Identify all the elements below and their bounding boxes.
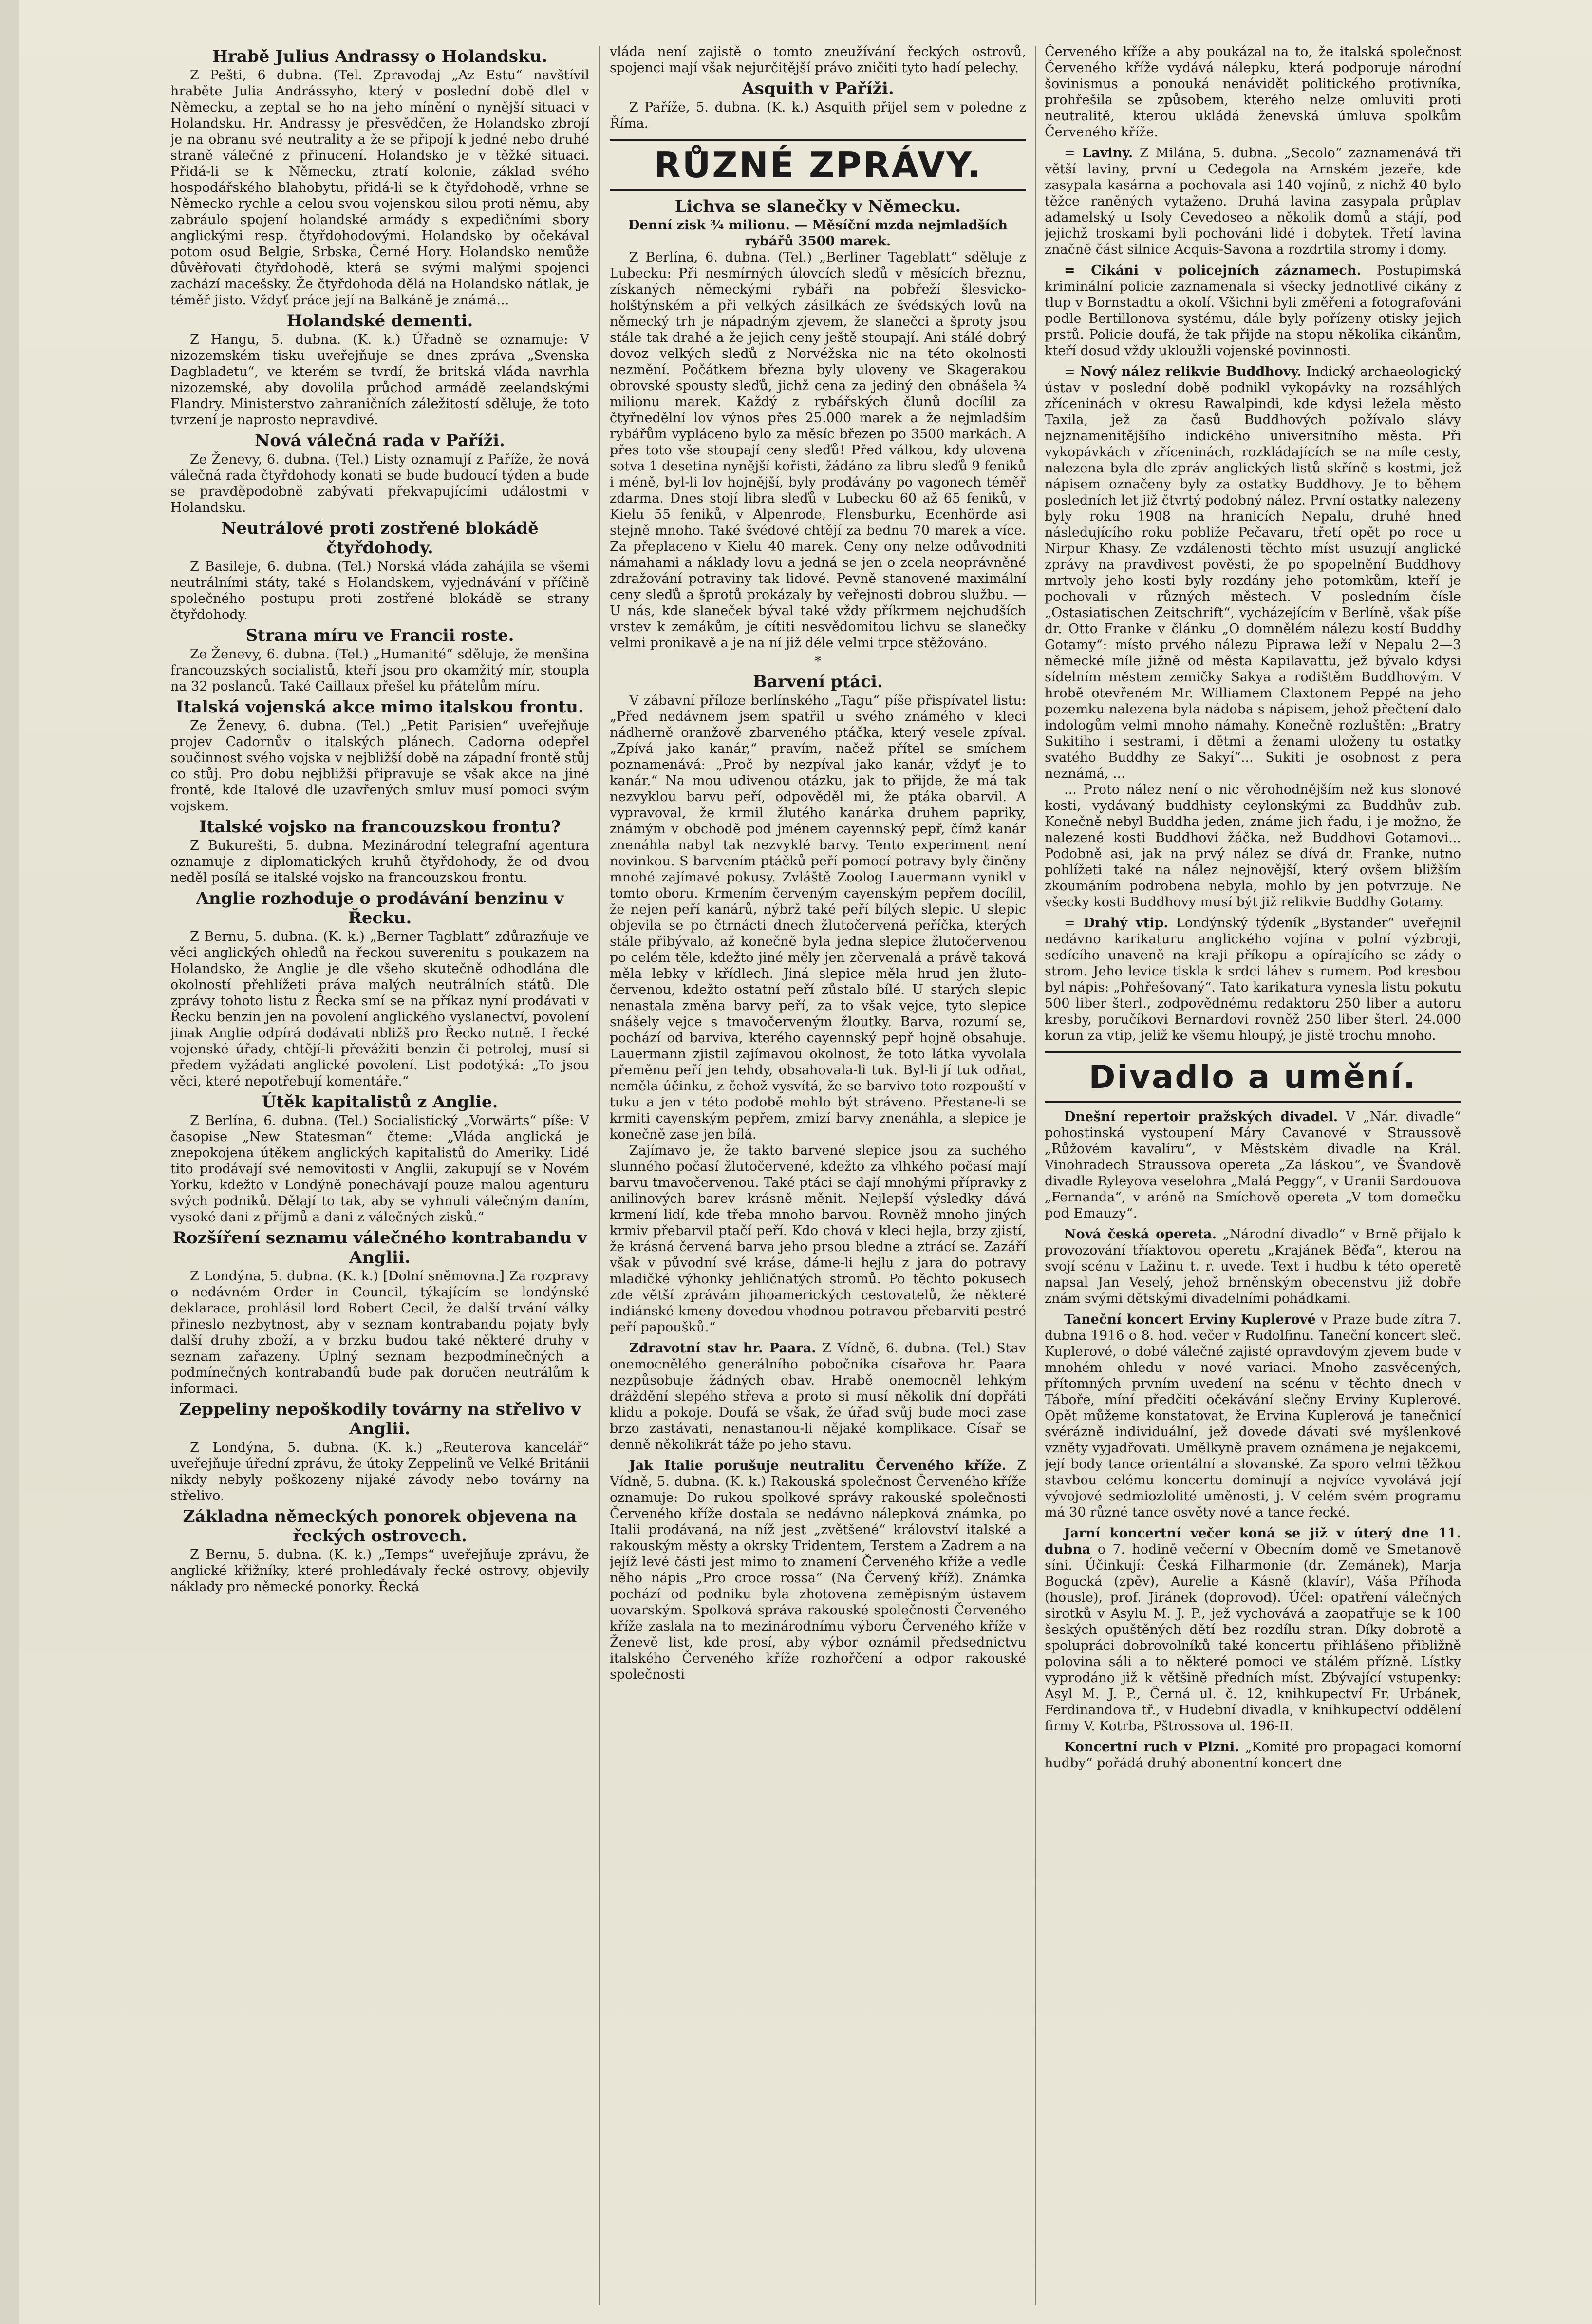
article-headline: Barvení ptáci. (753, 672, 883, 692)
article-headline: Holandské dementi. (286, 311, 473, 331)
article-body: Z Bukurešti, 5. dubna. Mezinárodní telegrafní agentura oznamuje z diplomatických kruhů čtyřdohody, že od dvou neděl posílá se italské vojsko na francouzskou frontu. (170, 838, 589, 885)
article-body: Z Berlína, 6. dubna. (Tel.) „Berliner Tageblatt“ sděluje z Lubecku: Při nesmírných úlovcích sleďů v měsících březnu, získaných německými rybáři na pobřeží šlesvicko-holštýnském a při velkých zásilkách ze švédských lovů na německý trh je nápadným zjevem, že slanečci a šproty jsou stále tak drahé a že jejich ceny ještě stoupají. Ani stálé dobrý dovoz velkých sleďů z Norvéžska nic na této okolnosti nezmění. Počátkem března byly uloveny ve Skagerakou obrovské spousty sleďů, jichž cena za jediný den obnášela ¾ milionu marek. Každý z rybářských člunů docílil za čtyřnedělní lov výnos přes 25.000 marek a že nejmladším rybářům vypláceno bylo za měsíc březen po 3500 markách. A přes toto vše stoupají ceny sleďů! Před válkou, kdy ulovena sotva 1 desetina nynější kořisti, žádáno za libru sleďů 9 feniků i méně, byl-li lov hojnější, byly prodávány po vagonech téměř zdarma. Dnes stojí libra sleďů v Lubecku 60 až 65 feniků, v Kielu 55 feniků, v Alpenrode, Flensburku, Ecenhörde asi stejně mnoho. Také švédové chtějí za bednu 70 marek a více. Za přeplaceno v Kielu 40 marek. Ceny ony nelze odůvodniti námahami a náklady lovu a jedná se jen o zcela neoprávněné zdražování potraviny tak lidové. Pevně stanovené maximální ceny sleďů a šprotů prokázaly by veřejnosti dobrou službu. — U nás, kde slaneček býval také vždy příkrmem nejchudších vrstev k zemákům, je cítiti nesvědomitou lichvu se slanečky velmi pronikavě a je na ní již déle velmi trpce stěžováno. (610, 250, 1026, 651)
news-item-body: Z Vídně, 6. dubna. (Tel.) Stav onemocnělého generálního pobočníka císařova hr. Paara nezpůsobuje žádných obav. Hrabě onemocněl lehkým dráždění slepého střeva a proto si musí několik dní dopřáti klidu a pokoje. Doufá se však, že úřad svůj bude moci zase brzo zastávati, nenastanou-li nějaké komplikace. Císař se denně několikrát táže po jeho stavu. (610, 1341, 1026, 1452)
news-item (1045, 1109, 1461, 1221)
news-item (1045, 1226, 1461, 1307)
column-rule (1035, 46, 1036, 2305)
news-item (1045, 364, 1461, 782)
article-headline: Nová válečná rada v Paříži. (255, 431, 505, 450)
article-body: Z Paříže, 5. dubna. (K. k.) Asquith přijel sem v poledne z Říma. (610, 100, 1026, 131)
article-body: Z Berlína, 6. dubna. (Tel.) Socialistický „Vorwärts“ píše: V časopise „New Statesman“ čteme: „Vláda anglická je znepokojena útěkem anglických kapitalistů do Ameriky. Lidé tito prodávají své nemovitosti v Anglii, zakupují se v Novém Yorku, kdežto v Londýně ponechávají pouze malou agenturu svých podniků. Dělají to tak, aby se vyhnuli válečným daním, vysoké dani z příjmů a dani z válečných zisků.“ (170, 1113, 589, 1225)
section-header (610, 139, 1026, 191)
news-item-lead: Jarní koncertní večer koná se již v úterý dne 11. dubna (1045, 1526, 1461, 1557)
news-item-body: Z Milána, 5. dubna. „Secolo“ zaznamenává tři větší laviny, první u Cedegola na Arnském jezeře, kde zasypala kasárna a pochovala asi 140 vojínů, z nichž 40 bylo těžce raněných vytaženo. Druhá lavina zasypala průplav adamelský u Isoly Cevedoseo a několik domů a stájí, pod jejichž troskami byli pochováni lidé i dobytek. Třetí lavina značně část silnice Acquis-Savona a rozdrtila stromy i domy. (1045, 146, 1461, 257)
news-item-body: „Národní divadlo“ v Brně přijalo k provozování tříaktovou operetu „Krajánek Běďa“, kterou na svojí scénu v Lažinu t. r. uvede. Text i hudbu k této operetě napsal Jan Veselý, jehož brněnským obecenstvu již dobře znám svými dětskými divadelními pohádkami. (1045, 1227, 1461, 1306)
news-item-body: Postupimská kriminální policie zaznamenala si všecky jednotlivé cikány z tlup v Bornstadtu a okolí. Všichni byli změřeni a fotografováni podle Bertillonova systému, dále byly pořízeny otisky jejich prstů. Policie doufá, že tak přijde na stopu několika cikánům, kteří dosud vždy ukloužli vojenské povinnosti. (1045, 263, 1461, 358)
article-body: Ze Ženevy, 6. dubna. (Tel.) „Humanité“ sděluje, že menšina francouzských socialistů, kteří jsou pro okamžitý mír, stoupla na 32 poslanců. Také Caillaux přešel ku přátelům míru. (170, 647, 589, 694)
article-body: Ze Ženevy, 6. dubna. (Tel.) „Petit Parisien“ uveřejňuje projev Cadornův o italských plánech. Cadorna odepřel součinnost svého vojska v nejbližší době na západní frontě stůj co stůj. Pro dobu nejbližší připravuje se však akce na jiné frontě, kde Italové dle uzavřených smluv musí pomoci svým vojskem. (170, 718, 589, 814)
news-item (1045, 1525, 1461, 1734)
article-body: Z Basileje, 6. dubna. (Tel.) Norská vláda zahájila se všemi neutrálními státy, také s Holandskem, vyjednávání v příčině společného postupu proti zostřené blokádě se strany čtyřdohody. (170, 559, 589, 622)
article-headline: Útěk kapitalistů z Anglie. (262, 1092, 498, 1112)
news-item-lead: Jak Italie porušuje neutralitu Červeného kříže. (629, 1458, 1007, 1473)
column-middle (610, 44, 1026, 2305)
article-continuation: vláda není zajistě o tomto zneužívání řeckých ostrovů, spojenci mají však nejurčitější právo zničiti tyto hadí pelechy. (610, 44, 1026, 75)
article-body: Ze Ženevy, 6. dubna. (Tel.) Listy oznamují z Paříže, že nová válečná rada čtyřdohody konati se bude budoucí týden a bude se pravděpodobně zabývati překvapujícími událostmi v Holandsku. (170, 452, 589, 515)
column-rule (599, 46, 600, 2305)
news-item-body: Z Vídně, 5. dubna. (K. k.) Rakouská společnost Červeného kříže oznamuje: Do rukou spolkové správy rakouské společnosti Červeného kříže dostala se nedávno nálepková známka, po Italii prodávaná, na níž jest „zvětšené“ království italské a rakouským městy a okrsky Tridentem, Terstem a Zadrem a na jejíž levé části jest mimo to znamení Červeného kříže a vedle něho nápis „Pro croce rossa“ (Na Červený kříž). Známka pochází od podniku byla zhotovena zeměpisným ústavem uovarským. Spolková správa rakouské společnosti Červeného kříže zaslala na to mezinárodnímu výboru Červeného kříže v Ženevě list, kde prosí, aby výbor oznámil předsednictvu italského Červeného kříže rozhořčení a odpor rakouské společnosti (610, 1458, 1026, 1682)
article-body: Zajímavo je, že takto barvené slepice jsou za suchého slunného počasí žlutočervené, kdežto za vlhkého počasí mají barvu tmavočervenou. Také ptáci se dají mnohými přípravky z anilinových barev krásně měnit. Nejlepší výsledky dává krmení lidí, kde třeba mnoho barvou. Rovněž mnoho jiných krmiv přebarvil ptačí peří. Kdo chová v kleci hejla, brzy zjistí, že krásná červená barva jeho prsou bledne a ztrácí se. Zazáří však v původní své kráse, dáme-li hejlu z jara do potravy mladičké výhonky jehličnatých stromů. Po těchto pokusech zde větší zprávám jihoamerických cestovatelů, že některé indiánské kmeny dovedou vhodnou potravou přebarviti pestré peří papoušků.“ (610, 1143, 1026, 1335)
news-item-lead: = Drahý vtip. (1064, 916, 1168, 931)
news-item-body: v Praze bude zítra 7. dubna 1916 o 8. hod. večer v Rudolfinu. Taneční koncert sleč. Kuplerové, o dobé válečné zajisté opravdovým zjevem bude v mnohém ohledu v nové variaci. Mnoho zasvěcených, přítomných prvním uvedení na scénu v těchto dnech v Táboře, míní předčiti očekávání slečny Erviny Kuplerové. Opět můžeme konstatovat, že Ervina Kuplerová je tanečnicí svérázně individuální, jež dovede dávati své myšlenkové vzněty vyjadřovati. Umělkyně pravem oznámena je nejakcemi, její body tance orientální a slovanské. Za sporo velmi těžkou stavbou celému koncertu dominují a nejvíce vyvolává její vývojové sedmiozlolité uměnosti, j. V celém svém programu má 30 různé tance osvěty nové a tance řecké. (1045, 1312, 1461, 1520)
news-item (1045, 145, 1461, 258)
news-item (1045, 1739, 1461, 1771)
article-headline: Asquith v Paříži. (742, 79, 894, 98)
article-headline: Základna německých ponorek objevena na řeckých ostrovech. (183, 1507, 577, 1546)
news-item-lead: Koncertní ruch v Plzni. (1064, 1740, 1239, 1755)
news-item-lead: Nová česká opereta. (1064, 1227, 1217, 1242)
news-item-body: Indický archaeologický ústav v poslední době podnikl vykopávky na rozsáhlých zříceninách v okresu Rawalpindi, kde kdysi ležela město Taxila, jež za časů Buddhových požívalo slávy nejznamenitějšího indického universitního města. Při vykopávkách v zříceninách, rozkládajících se na míle cesty, nalezena byla dle zpráv anglických listů skříně s kostmi, jež nápisem označeny byly za ostatky Buddhovy. Je to během posledních let již čtvrtý podobný nález. První ostatky nalezeny byly roku 1908 na hranicích Nepalu, druhé hned následujícího roku pobliže Pečavaru, třetí opět po roce u Nirpur Khasy. Ze vzdálenosti těchto míst usuzují anglické zprávy na pravdivost pověsti, že po spopelnění Buddhovy mrtvoly jeho kosti byly rozdány jeho potomkům, kteří je pochovali v různých městech. V posledním čísle „Ostasiatischen Zeitschrift“, vycházejícím v Berlíně, však píše dr. Otto Franke v článku „O domnělém nálezu kostí Buddhy Gotamy“: místo prvého nálezu Piprawa leží v Nepalu 2—3 německé míle jižně od města Kapilavattu, jež bývalo kdysi sídelním městem zemičky Sakya a rodištěm Buddhovým. V hrobě otevřeném Mr. Williamem Claxtonem Peppé na jeho pozemku nalezena byla nádoba s nápisem, jehož přečtení dalo indologům velmi mnoho námahy. Konečně rozluštěn: „Bratry Sukitiho i sestrami, i dětmi a ženami uloženy tu ostatky svatého Buddhy ze Sakyí“... Sukiti je osobnost z pera neznámá, ... (1045, 364, 1461, 781)
article-headline: Strana míru ve Francii roste. (245, 626, 514, 645)
news-item-lead: Dnešní repertoir pražských divadel. (1064, 1109, 1338, 1125)
article-headline: Anglie rozhoduje o prodávání benzinu v Řecku. (196, 889, 564, 928)
news-item (610, 1458, 1026, 1683)
news-item-body: o 7. hodině večerní v Obecním domě ve Smetanově síni. Účinkují: Česká Filharmonie (dr. Zemánek), Marja Bogucká (zpěv), Aurelie a Kásně (klavír), Váša Příhoda (housle), prof. Jiránek (doprovod). Účel: opatření válečných sirotků v Asylu M. J. P., jež vychovává a zaopatřuje se k 100 šeských opuštěných dětí bez rozdílu stran. Díky dobrotě a spolupráci dobrovolníků také koncertu přihlášeno přibližně polovina sáli a to některé pomoci ve stálém přízně. Lístky vyprodáno již k většině předních míst. Zbývající vstupenky: Asyl M. J. P., Černá ul. č. 12, knihkupectví Fr. Urbánek, Ferdinandova tř., v Hudební divadla, v knihkupectví oddělení firmy V. Kotrba, Pštrossova ul. 196-II. (1045, 1542, 1461, 1734)
news-item-lead: Zdravotní stav hr. Paara. (629, 1341, 816, 1356)
article-headline: Zeppeliny nepoškodily továrny na střelivo v Anglii. (179, 1400, 581, 1439)
article-headline: Hrabě Julius Andrassy o Holandsku. (212, 47, 548, 66)
news-item-lead: Taneční koncert Erviny Kuplerové (1064, 1312, 1316, 1327)
article-continuation: Červeného kříže a aby poukázal na to, že italská společnost Červeného kříže vydává nálepku, která podporuje národní šovinismus a ponouká nenávidět politického protivníka, prohřešila se způsobem, kterého nelze omluviti proti neutralitě, kterou ukládá ženevská úmluva spolkům Červeného kříže. (1045, 44, 1461, 140)
article-body: Z Hangu, 5. dubna. (K. k.) Úřadně se oznamuje: V nizozemském tisku uveřejňuje se dnes zpráva „Svenska Dagbladetu“, ve kterém se tvrdí, že britská vláda navrhla nizozemské, aby dovolila průchod armádě zeelandskými Flandry. Ministerstvo zahraničních záležitostí sděluje, že toto tvrzení je naprosto nepravdivé. (170, 332, 589, 428)
news-item-body: V „Nár. divadle“ pohostinská vystoupení Máry Cavanové v Straussově „Růžovém kavalíru“, v Městském divadle na Král. Vinohradech Straussova opereta „Za láskou“, ve Švandově divadle Ryleyova veselohra „Malá Peggy“, v Uranii Sardouova „Fernanda“, v aréně na Smíchově opereta „V tom domečku pod Emauzy“. (1045, 1109, 1461, 1221)
column-left (170, 44, 589, 2305)
news-item-lead: = Laviny. (1064, 146, 1133, 161)
news-item-lead: = Cikáni v policejních záznamech. (1064, 263, 1361, 278)
article-body: V zábavní příloze berlínského „Tagu“ píše přispívatel listu: „Před nedávnem jsem spatřil u svého známého v kleci nádherně oranžově zbarveného ptáčka, který vesele zpíval. „Zpívá jako kanár,“ pravím, načež přítel se smíchem poznamenává: „Proč by nezpíval jako kanár, vždyť je to kanár.“ Na mou udivenou otázku, jak to přijde, že má tak nezvyklou barvu peří, odpověděl mi, že ptáka obarvil. A vypravoval, že krmil žlutého kanárka druhem papriky, známým v obchodě pod jménem cayennský pepř, čímž kanár znenáhla nabyl tak nezvyklé barvy. Tento experiment není novinkou. S barvením ptáčků peří pomocí potravy byly činěny mnohé zajímavé pokusy. Zvláště Zoolog Lauermann vynikl v tomto oboru. Krmením červeným cayenským pepřem docílil, že nejen peří kanárů, nýbrž také peří bílých slepic. U slepic objevila se po čtrnácti dnech žlutočervená peříčka, kterých stále přibývalo, až konečně byla jedna slepice žlutočervenou po celém těle, kdežto jiné měly jen zčervenalá a právě taková měla lebky v křídlech. Jiná slepice měla hrud jen žluto-červenou, kdežto ostatní peří zůstalo bílé. U starých slepic nenastala změna barvy peří, za to však vejce, tyto slepice snášely vejce s tmavočerveným žloutky. Barva, rozumí se, pochází od barviva, kterého cayennský pepř hojně obsahuje. Lauermann zjistil zajímavou okolnost, že toto látka vyvolala přeměnu peří jen tehdy, obsahovala-li tuk. Byl-li jí tuk odňat, neměla účinku, z čehož vysvítá, že se barvivo toto rozpouští v tuku a jen v této podobě mohlo být stráveno. Přestane-li se krmiti cayenským pepřem, zmizí barvy znenáhla, a slepice je konečně zase jen bílá. (610, 693, 1026, 1142)
news-item (1045, 1312, 1461, 1520)
column-right (1045, 44, 1461, 2305)
article-body: Z Londýna, 5. dubna. (K. k.) „Reuterova kancelář“ uveřejňuje úřední zprávu, že útoky Zeppelinů ve Velké Británii nikdy nebyly poškozeny nijaké závody nebo továrny na střelivo. (170, 1440, 589, 1503)
section-title: RŮZNÉ ZPRÁVY. (654, 145, 982, 186)
article-body: ... Proto nález není o nic věrohodnějším než kus slonové kosti, vydávaný buddhisty ceylonskými za Buddhův zub. Konečně nebyl Buddha jeden, známe jich řadu, i je možno, že nalezené kosti Buddhovi žáčka, než Buddhovi Gotamovi... Podobně asi, jak na prvý nález se dívá dr. Franke, nutno pohlížeti také na nález nejnovější, který ovšem bližším zkoumáním podrobena nebyla, mohlo by jen potvrzuje. Ne všecky kosti Buddhovy musí být již relikvie Buddhy Gotamy. (1045, 782, 1461, 910)
news-item (1045, 915, 1461, 1044)
article-body: Z Pešti, 6 dubna. (Tel. Zpravodaj „Az Estu“ navštívil hraběte Julia Andrássyho, který v poslední době dlel v Německu, a zeptal se ho na jeho mínění o nynější situaci v Holandsku. Hr. Andrassy je přesvědčen, že Holandsko zbrojí je na obranu své neutrality a že se připojí k jedné nebo druhé straně válečné z přinucení. Holandsko je v těžké situaci. Přidá-li se k Německu, ztratí kolonie, základ svého hospodářského blahobytu, přidá-li se k čtyřdohodě, vrhne se Německo rychle a celou svou vojenskou silou proti němu, aby zabráulo spojení holandské armády s expedičními sbory anglickými resp. čtyřdohodovými. Holandsko by očekával potom osud Belgie, Srbska, Černé Hory. Holandsko nemůže důvěřovati čtyřdohodě, která se svými malými spojenci zachází macešsky. Že čtyřdohoda dělá na Holandsko nátlak, je téměř jisto. Vždyť práce její na Balkáně je známá... (170, 68, 589, 308)
article-body: Z Londýna, 5. dubna. (K. k.) [Dolní sněmovna.] Za rozpravy o nedávném Order in Council, týkajícím se londýnské deklarace, prohlásil lord Robert Cecil, že další trvání války přineslo nezbytnost, aby v seznam kontrabandu pojaty byly další druhy zboží, a v brzku budou také některé druhy v seznam zařazeny. Úplný seznam bezpodmínečných a podmínečných kontrabandů bude pak doručen neutrálům k informaci. (170, 1269, 589, 1396)
page-edge (0, 0, 19, 2324)
news-item-body: Londýnský týdeník „Bystander“ uveřejnil nedávno karikaturu anglického vojína v polní výzbroji, sedícího unaveně na kraji příkopu a opírajícího se zády o strom. Jeho levice tiskla k srdci láhev s rumem. Pod kresbou byl nápis: „Pohřešovaný“. Tato karikatura vynesla listu pokutu 500 liber šterl., zodpovědnému redaktoru 250 liber a autoru kresby, poručíkovi Bernardovi rovněž 250 liber šterl. 24.000 korun za vtip, jeliž ke všemu hloupý, je jistě trochu mnoho. (1045, 916, 1461, 1043)
article-body: Z Bernu, 5. dubna. (K. k.) „Berner Tagblatt“ zdůrazňuje ve věci anglických ohledů na řeckou suverenitu s poukazem na Holandsko, že Anglie je dle všeho skutečně odhodlána dle okolností přehlížeti práva malých neutrálních států. Dle zprávy tohoto listu z Řecka smí se na příkaz nyní prodávati v Řecku benzin jen na povolení anglického vyslanectví, povolení jinak Anglie odpírá dodávati nbližš pro Řecko nutně. I řecké vojenské úřady, chtějí-li převážiti benzin či petrolej, musí si předem vyžádati anglické povolení. List podotýká: „To jsou věci, které nepotřebují komentáře.“ (170, 929, 589, 1089)
section-header (1045, 1051, 1461, 1103)
section-title: Divadlo a umění. (1088, 1058, 1417, 1096)
article-headline: Neutrálové proti zostřené blokádě čtyřdohody. (221, 519, 539, 558)
article-headline: Rozšíření seznamu válečného kontrabandu v Anglii. (172, 1228, 587, 1267)
news-item (1045, 262, 1461, 359)
article-headline: Italské vojsko na francouzskou frontu? (199, 817, 561, 837)
news-item-body: „Komité pro propagaci komorní hudby“ pořádá druhý abonentní koncert dne (1045, 1740, 1461, 1771)
article-subhead: Denní zisk ¾ milionu. — Měsíční mzda nejmladších rybářů 3500 marek. (628, 218, 1008, 249)
article-body: Z Bernu, 5. dubna. (K. k.) „Temps“ uveřejňuje zprávu, že anglické křižníky, které prohledávaly řecké ostrovy, objevily náklady pro německé ponorky. Řecká (170, 1547, 589, 1594)
article-headline: Lichva se slanečky v Německu. (674, 197, 961, 216)
article-headline: Italská vojenská akce mimo italskou frontu. (176, 697, 584, 717)
news-item (610, 1340, 1026, 1453)
separator-star: * (814, 653, 822, 669)
news-item-lead: = Nový nález relikvie Buddhovy. (1064, 364, 1302, 379)
